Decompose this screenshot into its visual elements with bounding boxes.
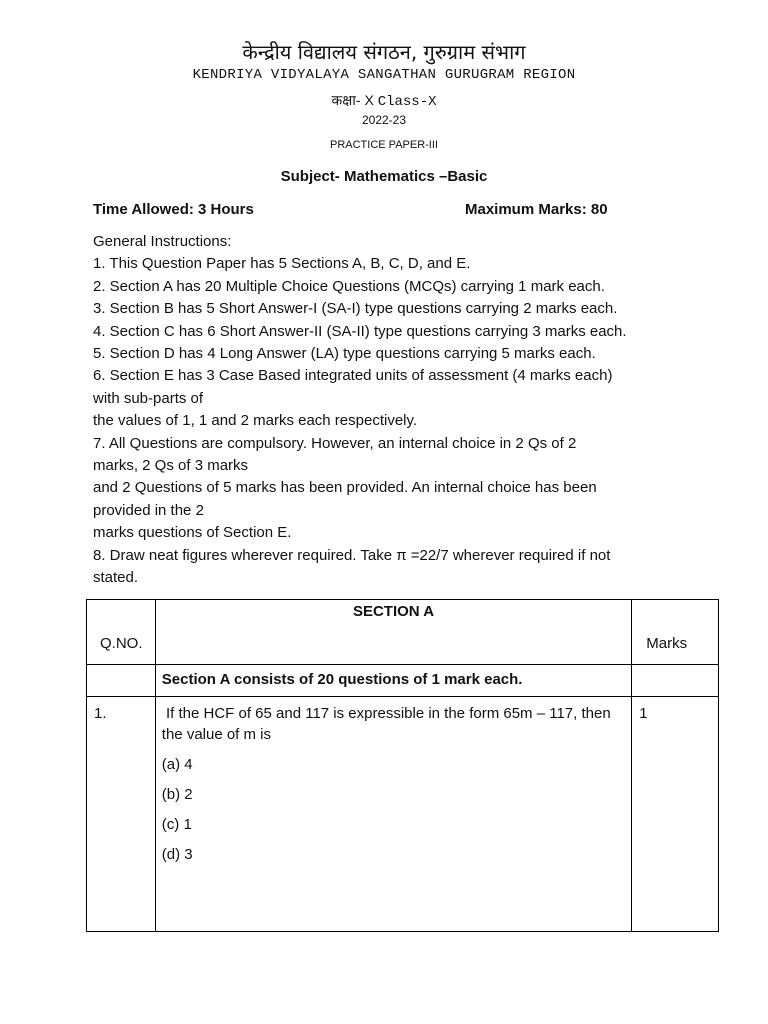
marks-label: Marks — [646, 635, 688, 652]
instructions-heading: General Instructions: — [93, 233, 232, 250]
qno-label: Q.NO. — [100, 635, 143, 652]
marks-header-cell — [632, 600, 719, 665]
option-a: (a) 4 — [161, 756, 193, 773]
instruction-line: 4. Section C has 6 Short Answer-II (SA-II) type questions carrying 3 marks each. — [93, 322, 627, 340]
section-note-cell — [155, 665, 631, 697]
general-instructions — [93, 231, 693, 590]
question-number: 1. — [94, 705, 107, 722]
table-row — [87, 697, 719, 932]
question-cell — [155, 697, 631, 932]
instruction-line: 1. This Question Paper has 5 Sections A, B, C, D, and E. — [93, 255, 471, 273]
option-b: (b) 2 — [161, 786, 193, 803]
instruction-line: 3. Section B has 5 Short Answer-I (SA-I) type questions carrying 2 marks each. — [93, 300, 618, 318]
instruction-line: stated. — [93, 569, 139, 587]
english-region-title: KENDRIYA VIDYALAYA SANGATHAN GURUGRAM REGION — [192, 67, 576, 83]
section-note: Section A consists of 20 questions of 1 mark each. — [161, 671, 523, 688]
question-options — [162, 754, 625, 865]
question-table — [86, 599, 719, 932]
table-header-row — [87, 600, 719, 665]
instruction-line: 8. Draw neat figures wherever required. Take π =22/7 wherever required if not — [93, 546, 611, 564]
session-year: 2022-23 — [361, 113, 407, 127]
option-c: (c) 1 — [161, 816, 192, 833]
class-hindi: कक्षा- X — [331, 92, 374, 108]
instruction-line: with sub-parts of — [93, 389, 204, 407]
instruction-line: marks questions of Section E. — [93, 524, 292, 542]
instruction-line: 6. Section E has 3 Case Based integrated units of assessment (4 marks each) — [93, 367, 613, 385]
instruction-line: marks, 2 Qs of 3 marks — [93, 457, 249, 475]
instruction-line: provided in the 2 — [93, 501, 204, 519]
maximum-marks: Maximum Marks: 80 — [465, 201, 608, 218]
empty-cell — [632, 665, 719, 697]
section-header-cell — [155, 600, 631, 665]
qno-header-cell — [87, 600, 156, 665]
instruction-line: 2. Section A has 20 Multiple Choice Questions (MCQs) carrying 1 mark each. — [93, 277, 605, 295]
class-english: Class-X — [377, 94, 437, 110]
instruction-line: 7. All Questions are compulsory. However, an internal choice in 2 Qs of 2 — [93, 434, 577, 452]
question-marks-cell — [632, 697, 719, 932]
time-allowed: Time Allowed: 3 Hours — [93, 201, 254, 218]
instruction-line: and 2 Questions of 5 marks has been provided. An internal choice has been — [93, 479, 597, 497]
class-line — [0, 91, 768, 110]
paper-title: PRACTICE PAPER-III — [330, 139, 438, 151]
instruction-line: 5. Section D has 4 Long Answer (LA) type questions carrying 5 marks each. — [93, 345, 596, 363]
question-number-cell — [87, 697, 156, 932]
subject-title: Subject- Mathematics –Basic — [280, 168, 488, 185]
hindi-title: केन्द्रीय विद्यालय संगठन, गुरुग्राम संभाग — [242, 40, 526, 64]
option-d: (d) 3 — [161, 846, 193, 863]
instruction-line: the values of 1, 1 and 2 marks each respectively. — [93, 412, 418, 430]
question-text: If the HCF of 65 and 117 is expressible in the form 65m – 117, then the value of m is — [161, 705, 615, 743]
question-marks: 1 — [639, 705, 648, 722]
empty-cell — [87, 665, 156, 697]
section-note-row — [87, 665, 719, 697]
section-title: SECTION A — [352, 603, 435, 620]
